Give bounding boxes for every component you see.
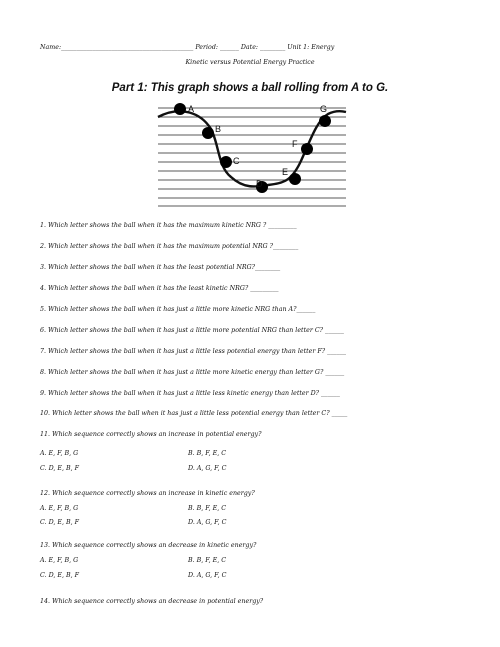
question-13-option-c: C. D, E, B, F xyxy=(40,572,80,579)
question-2: 2. Which letter shows the ball when it has the maximum potential NRG ?________ xyxy=(40,243,299,250)
graph-label-a: A xyxy=(188,104,195,114)
ball-f xyxy=(301,143,313,155)
question-12-option-c: C. D, E, B, F xyxy=(40,519,80,526)
graph-label-d: D xyxy=(256,179,263,189)
question-13-option-b: B. B, F, E, C xyxy=(188,557,227,564)
question-14: 14. Which sequence correctly shows an decrease in potential energy? xyxy=(40,598,264,605)
graph-gridlines xyxy=(158,108,346,206)
part-1-title: Part 1: This graph shows a ball rolling from A to G. xyxy=(111,82,389,94)
question-1: 1. Which letter shows the ball when it has the maximum kinetic NRG ? _________ xyxy=(40,222,297,229)
graph-label-e: E xyxy=(282,167,289,177)
question-7: 7. Which letter shows the ball when it has just a little less potential energy than letter F? ______ xyxy=(40,348,347,355)
question-12: 12. Which sequence correctly shows an increase in kinetic energy? xyxy=(40,490,255,497)
question-11-option-b: B. B, F, E, C xyxy=(188,450,227,457)
ball-c xyxy=(220,156,232,168)
question-11-option-a: A. E, F, B, G xyxy=(40,450,79,457)
ball-a xyxy=(174,103,186,115)
question-8: 8. Which letter shows the ball when it has just a little more kinetic energy than letter G? ______ xyxy=(40,369,345,376)
question-5: 5. Which letter shows the ball when it has just a little more kinetic NRG than A?______ xyxy=(40,306,316,313)
graph-label-c: C xyxy=(233,156,240,166)
question-13-option-d: D. A, G, F, C xyxy=(188,572,227,579)
ball-b xyxy=(202,127,214,139)
graph-label-b: B xyxy=(215,124,222,134)
question-11-option-c: C. D, E, B, F xyxy=(40,465,80,472)
question-11: 11. Which sequence correctly shows an increase in potential energy? xyxy=(40,431,262,438)
question-4: 4. Which letter shows the ball when it has the least kinetic NRG? _________ xyxy=(40,285,279,292)
ball-g xyxy=(319,115,331,127)
ball-e xyxy=(289,173,301,185)
track-curve xyxy=(158,111,346,186)
question-9: 9. Which letter shows the ball when it has just a little less kinetic energy than letter D? ______ xyxy=(40,390,340,397)
question-10: 10. Which letter shows the ball when it has just a little less potential energy than letter C? _____ xyxy=(40,410,348,417)
ball-track-graph xyxy=(156,99,348,209)
question-12-option-d: D. A, G, F, C xyxy=(188,519,227,526)
question-6: 6. Which letter shows the ball when it has just a little more potential NRG than letter C? ______ xyxy=(40,327,344,334)
question-12-option-b: B. B, F, E, C xyxy=(188,505,227,512)
question-13-option-a: A. E, F, B, G xyxy=(40,557,79,564)
question-13: 13. Which sequence correctly shows an decrease in kinetic energy? xyxy=(40,542,257,549)
question-12-option-a: A. E, F, B, G xyxy=(40,505,79,512)
name-period-date-line: Name:__________________________________________ Period: ______ Date: ________ Unit 1: Energy xyxy=(40,44,335,51)
question-11-option-d: D. A, G, F, C xyxy=(188,465,227,472)
worksheet-subtitle: Kinetic versus Potential Energy Practice xyxy=(185,59,315,66)
graph-label-g: G xyxy=(320,104,328,114)
graph-label-f: F xyxy=(292,139,298,149)
question-3: 3. Which letter shows the ball when it has the least potential NRG?________ xyxy=(40,264,281,271)
